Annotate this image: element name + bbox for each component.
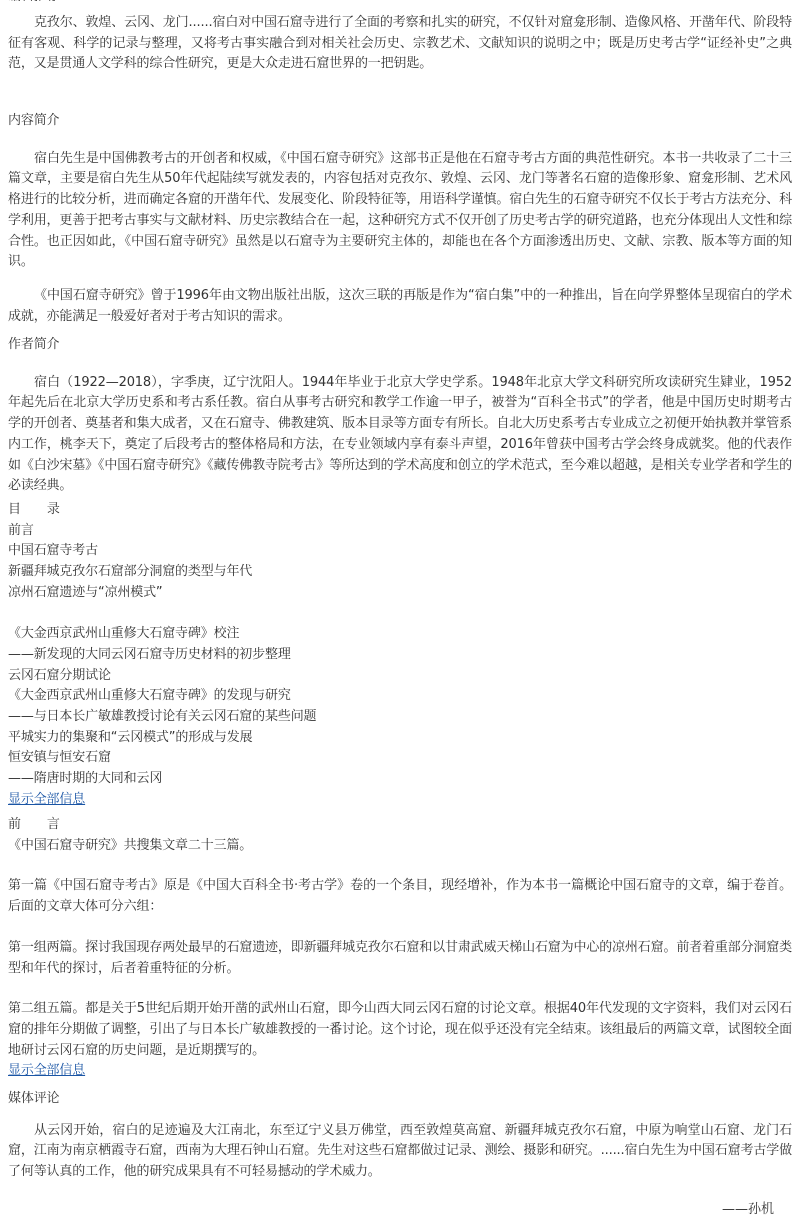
content-summary-section xyxy=(8,111,792,327)
preface-paragraph: 第一组两篇。探讨我国现存两处最早的石窟遗迹，即新疆拜城克孜尔石窟和以甘肃武威天梯山石窟为中心的凉州石窟。前者着重部分洞窟类型和年代的探讨，后者着重特征的分析。 xyxy=(8,939,792,976)
toc-item: 《大金西京武州山重修大石窟寺碑》的发现与研究 xyxy=(8,688,291,704)
toc-heading-char: 录 xyxy=(46,502,60,517)
preface-heading xyxy=(8,815,792,836)
preface-paragraph: 第二组五篇。都是关于5世纪后期开始开凿的武州山石窟，即今山西大同云冈石窟的讨论文章。根据40年代发现的文字资料，我们对云冈石窟的排年分期做了调整，引出了与日本长广敏雄教授的一番讨论。这个讨论，现在似乎还没有完全结束。该组最后的两篇文章，试图较全面地研讨云冈石窟的历史问题，是近期撰写的。 xyxy=(8,1001,792,1058)
media-review-paragraph: 从云冈开始，宿白的足迹遍及大江南北，东至辽宁义县万佛堂，西至敦煌莫高窟、新疆拜城克孜尔石窟，中原为响堂山石窟、龙门石窟，江南为南京栖霞寺石窟，西南为大理石钟山石窟。先生对这些石窟都做过记录、测绘、摄影和研究。......宿白先生为中国石窟考古学做了何等认真的工作，他的研究成果具有不可轻易撼动的学术威力。 xyxy=(8,1122,792,1180)
toc-item: 凉州石窟遗迹与“凉州模式” xyxy=(8,584,163,600)
toc-item: ——隋唐时期的大同和云冈 xyxy=(8,771,163,787)
content-summary-paragraph: 《中国石窟寺研究》曾于1996年由文物出版社出版，这次三联的再版是作为“宿白集”中的一种推出，旨在向学界整体呈现宿白的学术成就，亦能满足一般爱好者对于考古知识的需求。 xyxy=(8,287,792,324)
editor-recommendation-text: 克孜尔、敦煌、云冈、龙门......宿白对中国石窟寺进行了全面的考察和扎实的研究，不仅针对窟龛形制、造像风格、开凿年代、阶段特征有客观、科学的记录与整理，又将考古事实融合到对相关社会历史、宗教艺术、文献知识的说明之中；既是历史考古学“证经补史”之典范，又是贯通人文学科的综合性研究，更是大众走进石窟世界的一把钥匙。 xyxy=(8,15,792,72)
toc-item: 前言 xyxy=(8,522,34,538)
preface-show-all-link[interactable]: 显示全部信息 xyxy=(8,1063,86,1079)
toc-item: 中国石窟寺考古 xyxy=(8,543,98,559)
editor-recommendation-section xyxy=(8,0,792,75)
toc-item: ——与日本长广敏雄教授讨论有关云冈石窟的某些问题 xyxy=(8,709,317,725)
content-summary-paragraph: 宿白先生是中国佛教考古的开创者和权威，《中国石窟寺研究》这部书正是他在石窟寺考古方面的典范性研究。本书一共收录了二十三篇文章，主要是宿白先生从50年代起陆续写就发表的，内容包括对克孜尔、敦煌、云冈、龙门等著名石窟的造像形象、窟龛形制、艺术风格进行的比较分析，进而确定各窟的开凿年代、发展变化、阶段特征等，用语科学谨慎。宿白先生的石窟寺研究不仅长于考古方法充分、科学利用，更善于把考古事实与文献材料、历史宗教结合在一起，这种研究方式不仅开创了历史考古学的研究道路，也充分体现出人文性和综合性。也正因如此，《中国石窟寺研究》虽然是以石窟寺为主要研究主体的，却能也在各个方面渗透出历史、文献、宗教、版本等方面的知识。 xyxy=(8,150,792,270)
author-section xyxy=(8,335,792,497)
media-review-heading: 媒体评论 xyxy=(8,1091,60,1106)
toc-list xyxy=(8,521,792,790)
content-summary-heading: 内容简介 xyxy=(8,113,60,128)
toc-heading-char: 目 xyxy=(8,502,21,517)
toc-item: ——新发现的大同云冈石窟寺历史材料的初步整理 xyxy=(8,646,291,662)
preface-heading-char: 前 xyxy=(8,817,21,832)
toc-spacer xyxy=(8,604,792,625)
toc-section xyxy=(8,500,792,811)
preface-section xyxy=(8,815,792,1082)
media-review-section xyxy=(8,1089,792,1183)
author-heading: 作者简介 xyxy=(8,337,60,352)
toc-show-all-link[interactable]: 显示全部信息 xyxy=(8,791,86,807)
clipped-heading xyxy=(8,0,792,1)
toc-item: 新疆拜城克孜尔石窟部分洞窟的类型与年代 xyxy=(8,564,253,580)
preface-line: 《中国石窟寺研究》共搜集文章二十三篇。 xyxy=(8,837,253,853)
toc-item: 平城实力的集聚和“云冈模式”的形成与发展 xyxy=(8,729,253,745)
preface-paragraph: 第一篇《中国石窟寺考古》原是《中国大百科全书·考古学》卷的一个条目，现经增补，作为本书一篇概论中国石窟寺的文章，编于卷首。后面的文章大体可分六组： xyxy=(8,878,792,915)
author-paragraph: 宿白（1922—2018），字季庚，辽宁沈阳人。1944年毕业于北京大学史学系。1948年北京大学文科研究所攻读研究生肄业，1952年起先后在北京大学历史系和考古系任教。宿白从事考古研究和教学工作逾一甲子，被誉为“百科全书式”的学者，他是中国历史时期考古学的开创者、奠基者和集大成者，又在石窟寺、佛教建筑、版本目录等方面专有所长。自北大历史系考古专业成立之初便开始执教并掌管系内工作，桃李天下，奠定了后段考古的整体格局和方法，在专业领域内享有泰斗声望，2016年曾获中国考古学会终身成就奖。他的代表作如《白沙宋墓》《中国石窟寺研究》《藏传佛教寺院考古》等所达到的学术高度和创立的学术范式，至今难以超越，是相关专业学者和学生的必读经典。 xyxy=(8,374,792,494)
toc-item: 恒安镇与恒安石窟 xyxy=(8,750,111,766)
toc-heading xyxy=(8,500,792,521)
preface-heading-char: 言 xyxy=(46,817,60,832)
media-review-signature: ——孙机 xyxy=(721,1202,774,1217)
toc-item: 《大金西京武州山重修大石窟寺碑》校注 xyxy=(8,626,240,642)
toc-item: 云冈石窟分期试论 xyxy=(8,667,111,683)
